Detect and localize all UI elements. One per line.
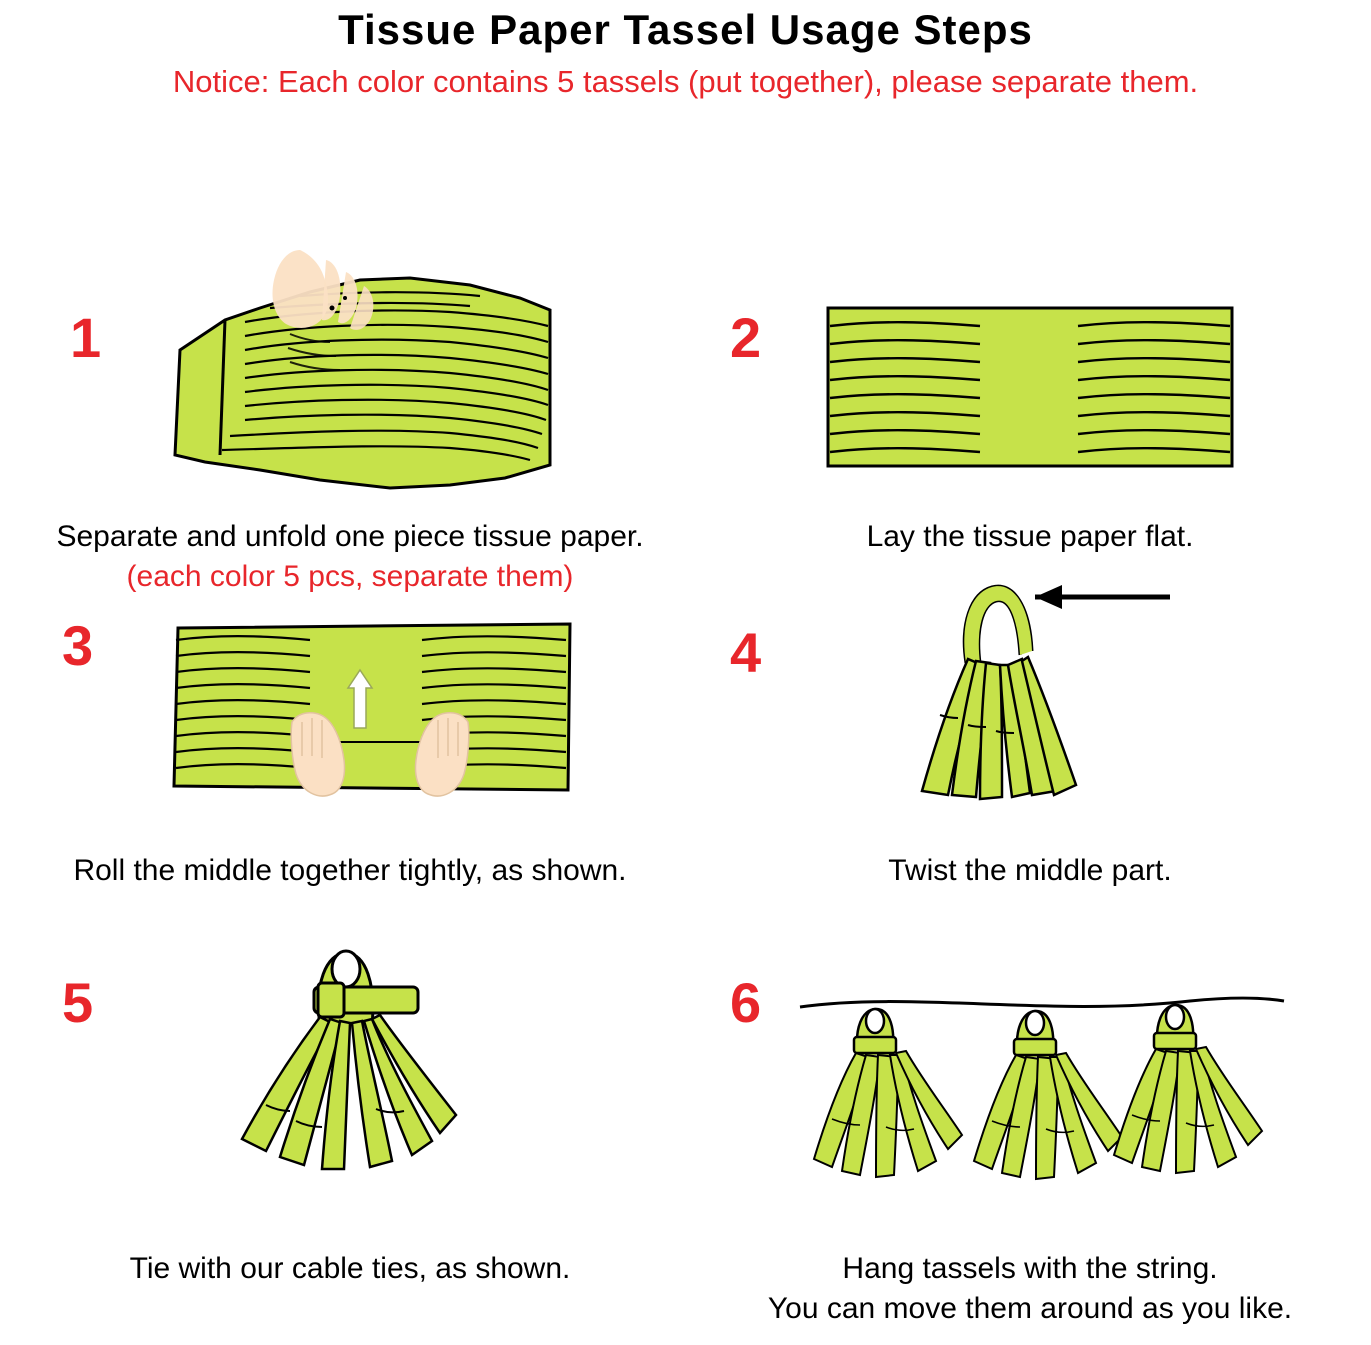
step-6 [690,925,1370,1345]
step-6-illustration [790,975,1290,1235]
step-5-illustration [180,925,560,1215]
step-1-subcaption: (each color 5 pcs, separate them) [126,560,574,593]
pointing-arrow [1035,585,1170,609]
page-title: Tissue Paper Tassel Usage Steps [338,6,1033,53]
notice-text: Notice: Each color contains 5 tassels (put together), please separate them. [172,64,1199,99]
step-4-caption: Twist the middle part. [888,854,1172,887]
step-4-number: 4 [730,621,762,684]
step-3-illustration [160,610,580,820]
step-1-caption: Separate and unfold one piece tissue paper. [56,520,644,553]
step-3 [0,590,700,920]
infographic-page [0,6,1371,1325]
step-6-caption: Hang tassels with the string. [842,1252,1218,1285]
step-2-number: 2 [730,306,762,369]
step-2-illustration [820,300,1240,480]
step-5-number: 5 [62,971,94,1034]
step-5-caption: Tie with our cable ties, as shown. [129,1252,571,1285]
step-3-number: 3 [62,614,94,677]
step-4 [690,555,1370,915]
step-6-subcaption: You can move them around as you like. [767,1292,1293,1325]
step-2-caption: Lay the tissue paper flat. [866,520,1194,553]
step-2 [690,250,1370,580]
step-1 [0,250,700,610]
step-5 [0,925,700,1325]
step-3-caption: Roll the middle together tightly, as shown. [73,854,627,887]
step-6-number: 6 [730,971,762,1034]
step-4-illustration [840,555,1280,825]
step-1-number: 1 [70,306,102,369]
step-1-illustration [150,250,580,500]
